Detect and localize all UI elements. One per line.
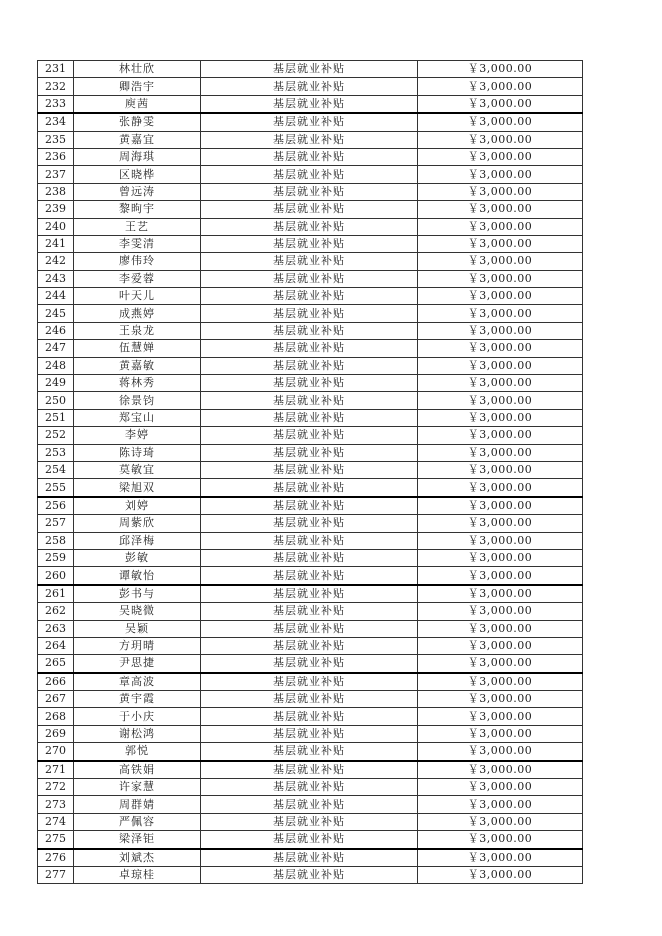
subsidy-type-cell: 基层就业补贴 [201, 235, 418, 252]
name-cell: 区晓桦 [74, 166, 201, 183]
name-cell: 周群婧 [74, 796, 201, 813]
amount-cell: ￥3,000.00 [418, 603, 583, 620]
row-number-cell: 266 [38, 673, 74, 691]
table-row [38, 148, 583, 165]
row-number-cell: 245 [38, 305, 74, 322]
name-cell: 庾茜 [74, 95, 201, 113]
amount-cell: ￥3,000.00 [418, 392, 583, 409]
amount-cell: ￥3,000.00 [418, 849, 583, 867]
row-number-cell: 234 [38, 113, 74, 131]
subsidy-type-cell: 基层就业补贴 [201, 549, 418, 566]
subsidy-type-cell: 基层就业补贴 [201, 620, 418, 637]
subsidy-table-body [38, 61, 583, 884]
name-cell: 尹思捷 [74, 655, 201, 673]
table-row [38, 61, 583, 78]
table-row [38, 725, 583, 742]
amount-cell: ￥3,000.00 [418, 427, 583, 444]
subsidy-table [37, 60, 583, 884]
row-number-cell: 277 [38, 866, 74, 883]
name-cell: 周紫欣 [74, 515, 201, 532]
name-cell: 谢松鸿 [74, 725, 201, 742]
subsidy-type-cell: 基层就业补贴 [201, 673, 418, 691]
name-cell: 黄宇霞 [74, 691, 201, 708]
row-number-cell: 259 [38, 549, 74, 566]
table-row [38, 779, 583, 796]
amount-cell: ￥3,000.00 [418, 831, 583, 849]
amount-cell: ￥3,000.00 [418, 409, 583, 426]
table-row [38, 849, 583, 867]
row-number-cell: 231 [38, 61, 74, 78]
name-cell: 蒋林秀 [74, 375, 201, 392]
subsidy-type-cell: 基层就业补贴 [201, 585, 418, 603]
table-row [38, 532, 583, 549]
name-cell: 吴晓微 [74, 603, 201, 620]
name-cell: 卿浩宇 [74, 78, 201, 95]
amount-cell: ￥3,000.00 [418, 549, 583, 566]
subsidy-type-cell: 基层就业补贴 [201, 201, 418, 218]
subsidy-type-cell: 基层就业补贴 [201, 444, 418, 461]
table-row [38, 183, 583, 200]
table-row [38, 288, 583, 305]
table-row [38, 761, 583, 779]
subsidy-type-cell: 基层就业补贴 [201, 831, 418, 849]
subsidy-type-cell: 基层就业补贴 [201, 761, 418, 779]
subsidy-type-cell: 基层就业补贴 [201, 779, 418, 796]
name-cell: 梁泽钜 [74, 831, 201, 849]
row-number-cell: 247 [38, 340, 74, 357]
name-cell: 徐景钧 [74, 392, 201, 409]
table-row [38, 655, 583, 673]
row-number-cell: 233 [38, 95, 74, 113]
row-number-cell: 261 [38, 585, 74, 603]
row-number-cell: 270 [38, 743, 74, 761]
subsidy-type-cell: 基层就业补贴 [201, 479, 418, 497]
table-row [38, 743, 583, 761]
subsidy-type-cell: 基层就业补贴 [201, 131, 418, 148]
row-number-cell: 238 [38, 183, 74, 200]
row-number-cell: 276 [38, 849, 74, 867]
row-number-cell: 260 [38, 567, 74, 585]
name-cell: 廖伟玲 [74, 253, 201, 270]
name-cell: 彭书与 [74, 585, 201, 603]
row-number-cell: 249 [38, 375, 74, 392]
subsidy-type-cell: 基层就业补贴 [201, 288, 418, 305]
amount-cell: ￥3,000.00 [418, 461, 583, 478]
subsidy-type-cell: 基层就业补贴 [201, 796, 418, 813]
amount-cell: ￥3,000.00 [418, 218, 583, 235]
subsidy-type-cell: 基层就业补贴 [201, 461, 418, 478]
subsidy-type-cell: 基层就业补贴 [201, 148, 418, 165]
name-cell: 王泉龙 [74, 322, 201, 339]
name-cell: 莫敏宜 [74, 461, 201, 478]
table-row [38, 357, 583, 374]
subsidy-type-cell: 基层就业补贴 [201, 603, 418, 620]
row-number-cell: 258 [38, 532, 74, 549]
amount-cell: ￥3,000.00 [418, 201, 583, 218]
subsidy-type-cell: 基层就业补贴 [201, 357, 418, 374]
table-row [38, 235, 583, 252]
name-cell: 黄嘉敏 [74, 357, 201, 374]
row-number-cell: 232 [38, 78, 74, 95]
amount-cell: ￥3,000.00 [418, 61, 583, 78]
amount-cell: ￥3,000.00 [418, 673, 583, 691]
amount-cell: ￥3,000.00 [418, 322, 583, 339]
subsidy-type-cell: 基层就业补贴 [201, 340, 418, 357]
row-number-cell: 271 [38, 761, 74, 779]
row-number-cell: 268 [38, 708, 74, 725]
row-number-cell: 255 [38, 479, 74, 497]
row-number-cell: 269 [38, 725, 74, 742]
name-cell: 彭敏 [74, 549, 201, 566]
table-row [38, 620, 583, 637]
amount-cell: ￥3,000.00 [418, 691, 583, 708]
table-row [38, 340, 583, 357]
amount-cell: ￥3,000.00 [418, 131, 583, 148]
name-cell: 李婷 [74, 427, 201, 444]
table-row [38, 305, 583, 322]
table-row [38, 375, 583, 392]
row-number-cell: 244 [38, 288, 74, 305]
row-number-cell: 243 [38, 270, 74, 287]
name-cell: 曾远涛 [74, 183, 201, 200]
name-cell: 郑宝山 [74, 409, 201, 426]
name-cell: 严佩容 [74, 813, 201, 830]
table-row [38, 218, 583, 235]
amount-cell: ￥3,000.00 [418, 813, 583, 830]
table-row [38, 392, 583, 409]
amount-cell: ￥3,000.00 [418, 497, 583, 515]
row-number-cell: 272 [38, 779, 74, 796]
name-cell: 周海琪 [74, 148, 201, 165]
subsidy-type-cell: 基层就业补贴 [201, 813, 418, 830]
amount-cell: ￥3,000.00 [418, 620, 583, 637]
row-number-cell: 274 [38, 813, 74, 830]
table-row [38, 409, 583, 426]
name-cell: 高铁娟 [74, 761, 201, 779]
name-cell: 谭敏怡 [74, 567, 201, 585]
row-number-cell: 254 [38, 461, 74, 478]
amount-cell: ￥3,000.00 [418, 637, 583, 654]
amount-cell: ￥3,000.00 [418, 567, 583, 585]
name-cell: 郭悦 [74, 743, 201, 761]
amount-cell: ￥3,000.00 [418, 113, 583, 131]
amount-cell: ￥3,000.00 [418, 148, 583, 165]
table-row [38, 322, 583, 339]
row-number-cell: 273 [38, 796, 74, 813]
amount-cell: ￥3,000.00 [418, 532, 583, 549]
amount-cell: ￥3,000.00 [418, 479, 583, 497]
table-row [38, 95, 583, 113]
subsidy-type-cell: 基层就业补贴 [201, 427, 418, 444]
name-cell: 黄嘉宜 [74, 131, 201, 148]
name-cell: 黎昫宇 [74, 201, 201, 218]
name-cell: 许家慧 [74, 779, 201, 796]
amount-cell: ￥3,000.00 [418, 340, 583, 357]
name-cell: 王艺 [74, 218, 201, 235]
name-cell: 章高波 [74, 673, 201, 691]
amount-cell: ￥3,000.00 [418, 253, 583, 270]
amount-cell: ￥3,000.00 [418, 725, 583, 742]
name-cell: 刘婷 [74, 497, 201, 515]
table-row [38, 201, 583, 218]
row-number-cell: 252 [38, 427, 74, 444]
amount-cell: ￥3,000.00 [418, 761, 583, 779]
table-row [38, 637, 583, 654]
table-row [38, 708, 583, 725]
row-number-cell: 241 [38, 235, 74, 252]
row-number-cell: 265 [38, 655, 74, 673]
subsidy-type-cell: 基层就业补贴 [201, 515, 418, 532]
name-cell: 林壮欣 [74, 61, 201, 78]
row-number-cell: 257 [38, 515, 74, 532]
row-number-cell: 262 [38, 603, 74, 620]
row-number-cell: 237 [38, 166, 74, 183]
table-row [38, 131, 583, 148]
table-row [38, 270, 583, 287]
table-row [38, 603, 583, 620]
row-number-cell: 246 [38, 322, 74, 339]
amount-cell: ￥3,000.00 [418, 375, 583, 392]
table-row [38, 549, 583, 566]
subsidy-type-cell: 基层就业补贴 [201, 322, 418, 339]
name-cell: 叶天儿 [74, 288, 201, 305]
amount-cell: ￥3,000.00 [418, 270, 583, 287]
amount-cell: ￥3,000.00 [418, 779, 583, 796]
subsidy-type-cell: 基层就业补贴 [201, 708, 418, 725]
subsidy-type-cell: 基层就业补贴 [201, 166, 418, 183]
row-number-cell: 256 [38, 497, 74, 515]
table-row [38, 831, 583, 849]
name-cell: 陈诗琦 [74, 444, 201, 461]
table-row [38, 796, 583, 813]
subsidy-type-cell: 基层就业补贴 [201, 743, 418, 761]
subsidy-type-cell: 基层就业补贴 [201, 655, 418, 673]
table-row [38, 813, 583, 830]
row-number-cell: 253 [38, 444, 74, 461]
row-number-cell: 275 [38, 831, 74, 849]
name-cell: 刘斌杰 [74, 849, 201, 867]
name-cell: 方玥晴 [74, 637, 201, 654]
subsidy-type-cell: 基层就业补贴 [201, 270, 418, 287]
table-row [38, 673, 583, 691]
row-number-cell: 251 [38, 409, 74, 426]
subsidy-type-cell: 基层就业补贴 [201, 637, 418, 654]
table-row [38, 515, 583, 532]
table-row [38, 113, 583, 131]
amount-cell: ￥3,000.00 [418, 78, 583, 95]
name-cell: 李雯清 [74, 235, 201, 252]
row-number-cell: 264 [38, 637, 74, 654]
subsidy-type-cell: 基层就业补贴 [201, 567, 418, 585]
table-row [38, 585, 583, 603]
subsidy-type-cell: 基层就业补贴 [201, 218, 418, 235]
subsidy-type-cell: 基层就业补贴 [201, 78, 418, 95]
table-row [38, 497, 583, 515]
subsidy-type-cell: 基层就业补贴 [201, 183, 418, 200]
name-cell: 吴颖 [74, 620, 201, 637]
amount-cell: ￥3,000.00 [418, 357, 583, 374]
table-row [38, 253, 583, 270]
name-cell: 卓琼桂 [74, 866, 201, 883]
table-row [38, 427, 583, 444]
amount-cell: ￥3,000.00 [418, 515, 583, 532]
subsidy-type-cell: 基层就业补贴 [201, 375, 418, 392]
name-cell: 伍慧婵 [74, 340, 201, 357]
amount-cell: ￥3,000.00 [418, 305, 583, 322]
amount-cell: ￥3,000.00 [418, 95, 583, 113]
row-number-cell: 250 [38, 392, 74, 409]
table-row [38, 866, 583, 883]
amount-cell: ￥3,000.00 [418, 655, 583, 673]
amount-cell: ￥3,000.00 [418, 708, 583, 725]
subsidy-type-cell: 基层就业补贴 [201, 497, 418, 515]
amount-cell: ￥3,000.00 [418, 866, 583, 883]
amount-cell: ￥3,000.00 [418, 288, 583, 305]
table-row [38, 78, 583, 95]
subsidy-type-cell: 基层就业补贴 [201, 691, 418, 708]
row-number-cell: 263 [38, 620, 74, 637]
row-number-cell: 240 [38, 218, 74, 235]
name-cell: 邱泽梅 [74, 532, 201, 549]
amount-cell: ￥3,000.00 [418, 235, 583, 252]
table-row [38, 444, 583, 461]
name-cell: 于小庆 [74, 708, 201, 725]
subsidy-type-cell: 基层就业补贴 [201, 61, 418, 78]
subsidy-type-cell: 基层就业补贴 [201, 849, 418, 867]
subsidy-type-cell: 基层就业补贴 [201, 409, 418, 426]
amount-cell: ￥3,000.00 [418, 183, 583, 200]
row-number-cell: 239 [38, 201, 74, 218]
table-row [38, 166, 583, 183]
row-number-cell: 242 [38, 253, 74, 270]
row-number-cell: 267 [38, 691, 74, 708]
amount-cell: ￥3,000.00 [418, 444, 583, 461]
amount-cell: ￥3,000.00 [418, 166, 583, 183]
subsidy-type-cell: 基层就业补贴 [201, 532, 418, 549]
subsidy-type-cell: 基层就业补贴 [201, 253, 418, 270]
row-number-cell: 235 [38, 131, 74, 148]
name-cell: 张静雯 [74, 113, 201, 131]
table-row [38, 479, 583, 497]
name-cell: 李爱蓉 [74, 270, 201, 287]
table-row [38, 691, 583, 708]
name-cell: 梁旭双 [74, 479, 201, 497]
subsidy-type-cell: 基层就业补贴 [201, 725, 418, 742]
subsidy-type-cell: 基层就业补贴 [201, 95, 418, 113]
amount-cell: ￥3,000.00 [418, 743, 583, 761]
row-number-cell: 236 [38, 148, 74, 165]
subsidy-type-cell: 基层就业补贴 [201, 866, 418, 883]
table-row [38, 461, 583, 478]
table-row [38, 567, 583, 585]
subsidy-type-cell: 基层就业补贴 [201, 305, 418, 322]
subsidy-type-cell: 基层就业补贴 [201, 392, 418, 409]
amount-cell: ￥3,000.00 [418, 585, 583, 603]
name-cell: 成燕婷 [74, 305, 201, 322]
subsidy-type-cell: 基层就业补贴 [201, 113, 418, 131]
amount-cell: ￥3,000.00 [418, 796, 583, 813]
row-number-cell: 248 [38, 357, 74, 374]
